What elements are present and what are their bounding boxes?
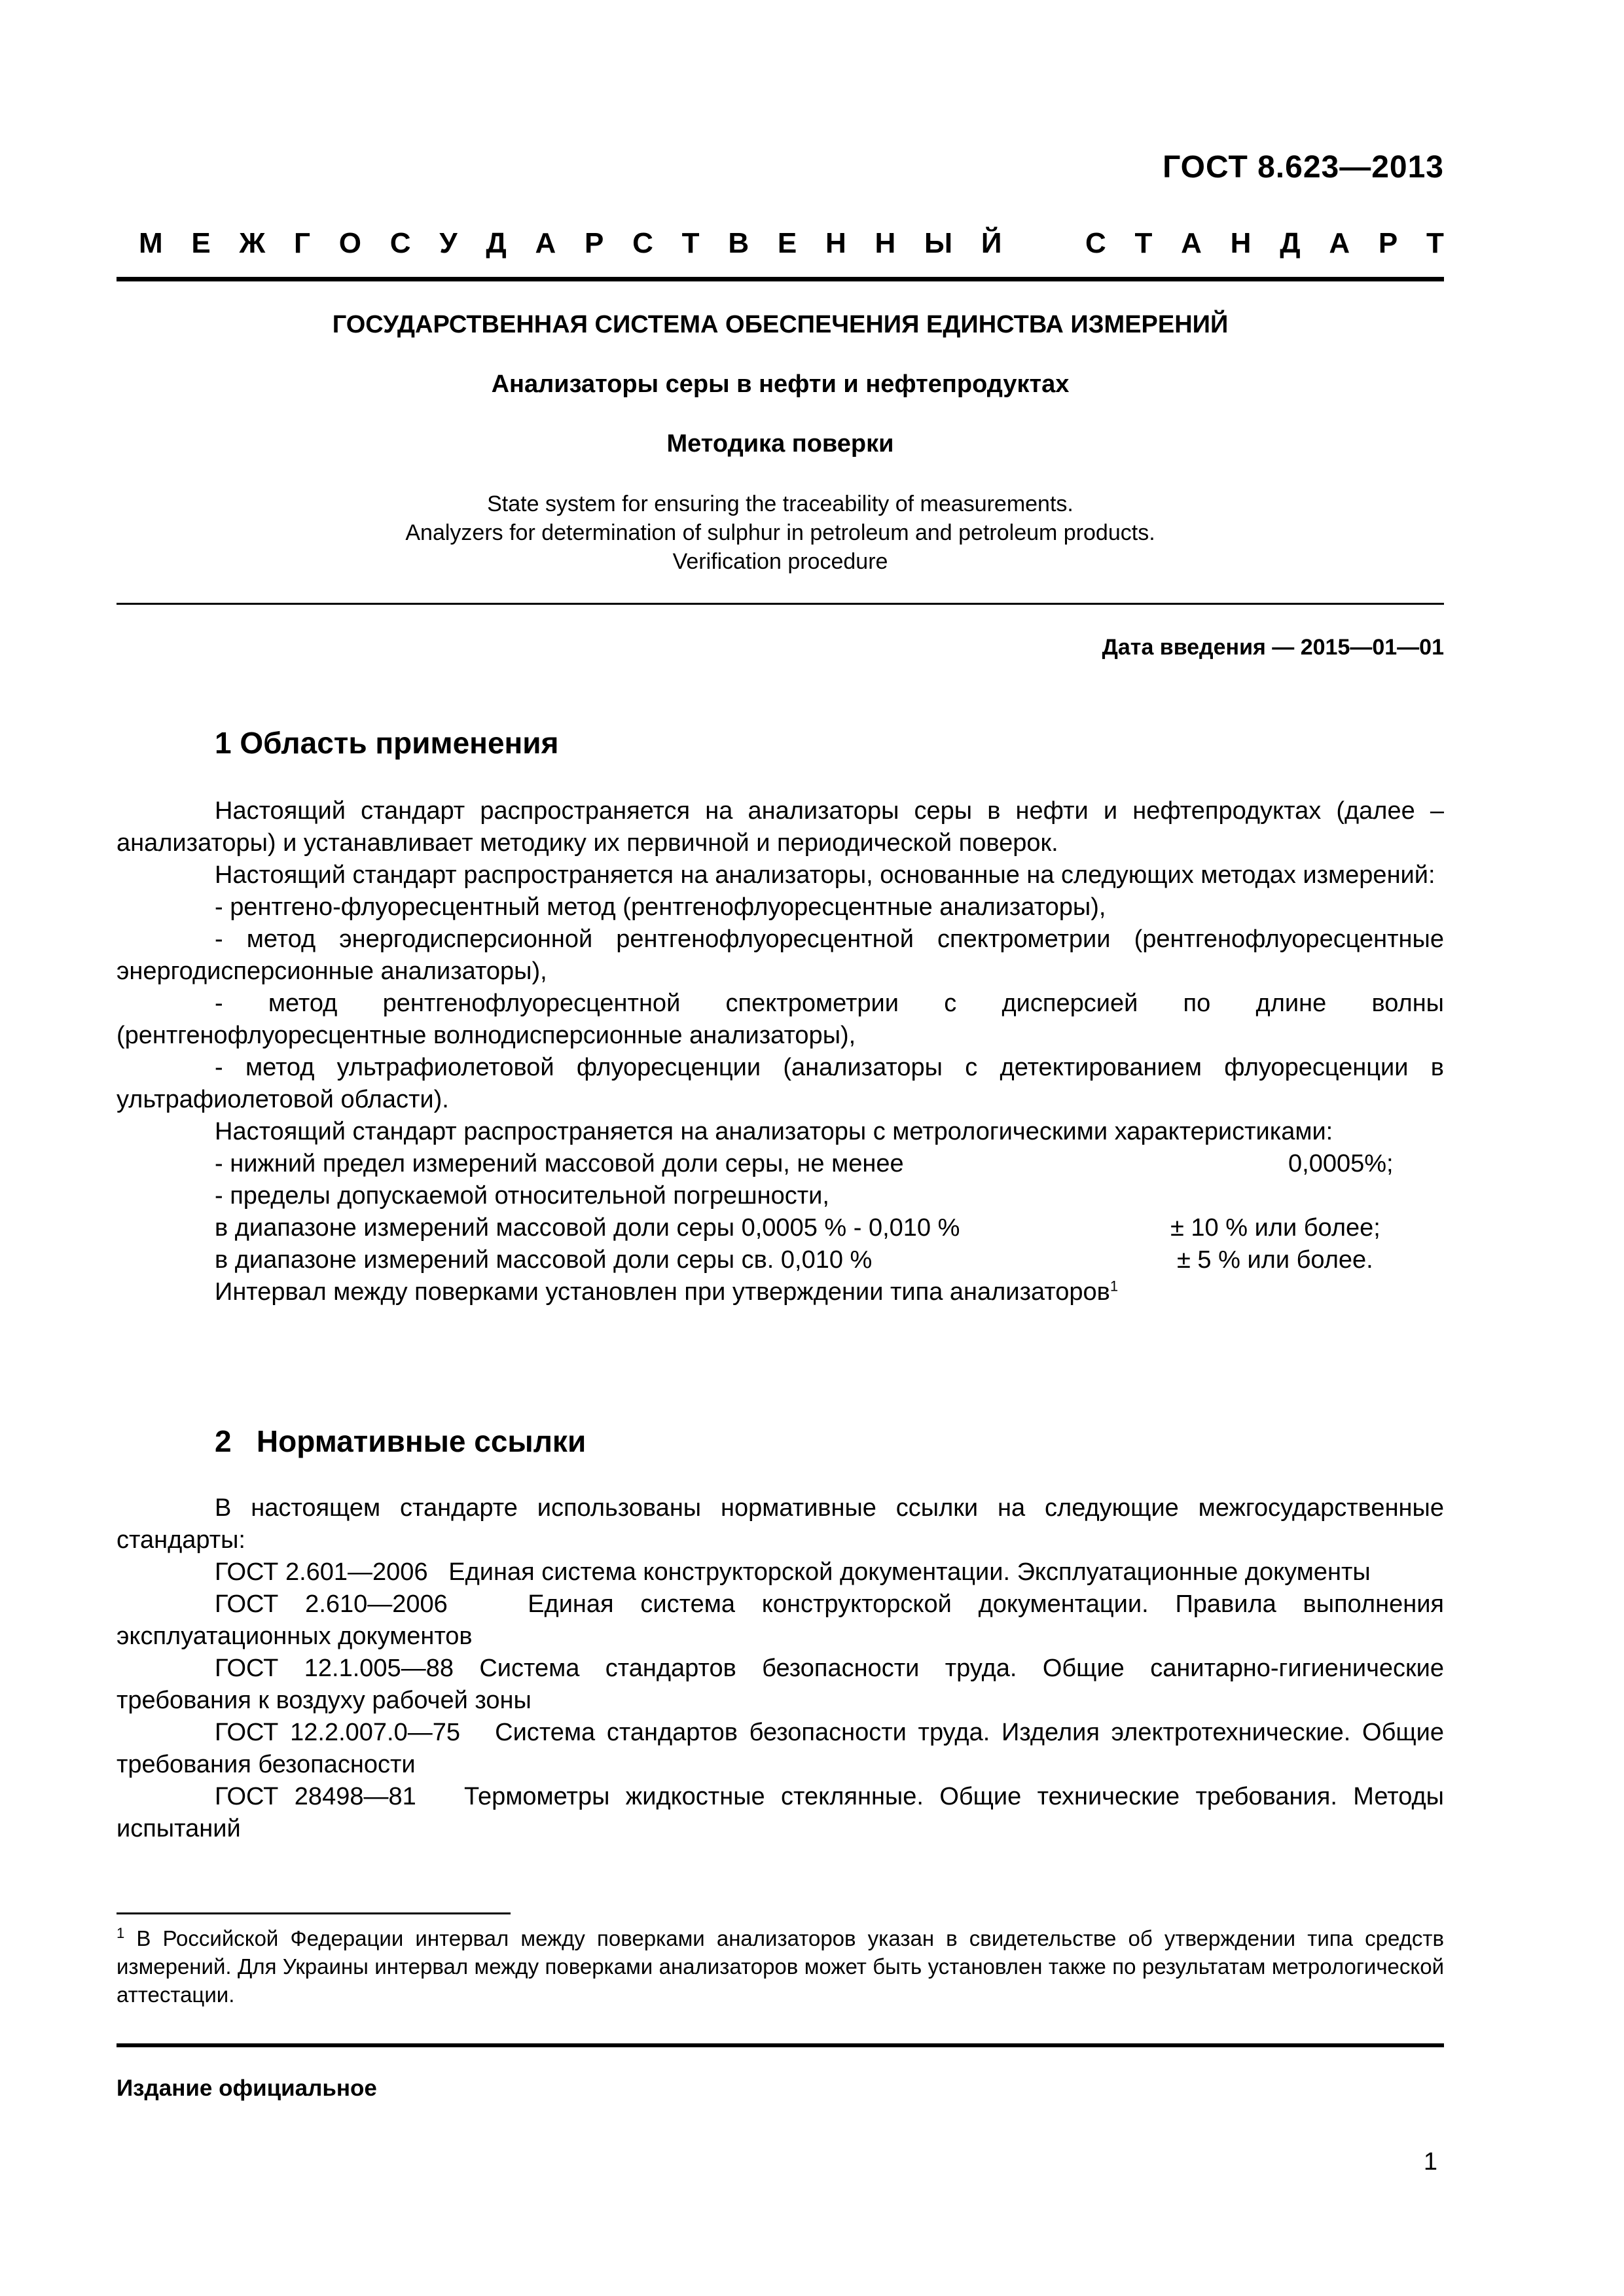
interval-row [117, 1276, 1444, 1308]
system-title: ГОСУДАРСТВЕННАЯ СИСТЕМА ОБЕСПЕЧЕНИЯ ЕДИНСТВА ИЗМЕРЕНИЙ [332, 311, 1229, 338]
top-rule [117, 277, 1444, 281]
footnote-number: 1 [117, 1925, 125, 1941]
letter: С [632, 227, 653, 259]
standard-type-heading [139, 227, 1444, 260]
section-2-title: 2 Нормативные ссылки [215, 1424, 586, 1458]
letter: А [1329, 227, 1350, 259]
paragraph: Настоящий стандарт распространяется на анализаторы, основанные на следующих методах измерений: [215, 861, 1435, 889]
letter: О [338, 227, 361, 259]
reference-item: ГОСТ 12.2.007.0—75 Система стандартов безопасности труда. Изделия электротехнические. Общие требования безопасности [117, 1719, 1451, 1778]
reference-item: ГОСТ 12.1.005—88 Система стандартов безопасности труда. Общие санитарно-гигиенические требования к воздуху рабочей зоны [117, 1655, 1451, 1714]
letter: Р [585, 227, 604, 259]
letter: Т [681, 227, 700, 259]
letter: Й [981, 227, 1002, 259]
letter: Ж [239, 227, 266, 259]
letter: А [535, 227, 556, 259]
letter: А [1181, 227, 1202, 259]
list-item: - метод ультрафиолетовой флуоресценции (анализаторы с детектированием флуоресценции в ультрафиолетовой области). [117, 1054, 1444, 1113]
letter: В [728, 227, 749, 259]
paragraph: В настоящем стандарте использованы нормативные ссылки на следующие межгосударственные стандарты: [117, 1494, 1444, 1554]
english-title [117, 490, 1444, 576]
spec-row [117, 1180, 1444, 1212]
spec-row [117, 1212, 1444, 1244]
spec-value: 0,0005%; [1288, 1150, 1394, 1177]
introduction-date: Дата введения — 2015—01—01 [1102, 635, 1444, 660]
gost-number: ГОСТ 8.623—2013 [1163, 150, 1444, 185]
reference-item: ГОСТ 2.610—2006 Единая система конструкторской документации. Правила выполнения эксплуатационных документов [117, 1590, 1451, 1650]
title-rule [117, 603, 1444, 605]
letter: Г [294, 227, 310, 259]
letter: Р [1378, 227, 1398, 259]
paragraph: Настоящий стандарт распространяется на анализаторы серы в нефти и нефтепродуктах (далее – анализаторы) и устанавливает методику их первичной и периодической поверок. [117, 797, 1444, 857]
spec-label: - пределы допускаемой относительной погрешности, [215, 1182, 829, 1210]
letter-gap [1030, 227, 1056, 260]
english-title-line: Verification procedure [672, 549, 888, 574]
spec-label: - нижний предел измерений массовой доли серы, не менее [215, 1150, 904, 1177]
list-item: - метод энергодисперсионной рентгенофлуоресцентной спектрометрии (рентгенофлуоресцентные энергодисперсионные анализаторы), [117, 925, 1444, 985]
paragraph: Настоящий стандарт распространяется на анализаторы с метрологическими характеристиками: [215, 1118, 1333, 1145]
interval-text: Интервал между поверками установлен при утверждении типа анализаторов [215, 1278, 1110, 1306]
bottom-rule [117, 2043, 1444, 2047]
letter: Н [1230, 227, 1252, 259]
letter: М [139, 227, 163, 259]
subject-title: Анализаторы серы в нефти и нефтепродуктах [491, 370, 1070, 398]
reference-item: ГОСТ 2.601—2006 Единая система конструкторской документации. Эксплуатационные документы [215, 1558, 1371, 1586]
english-title-line: Analyzers for determination of sulphur in petroleum and petroleum products. [405, 520, 1155, 545]
list-item: - рентгено-флуоресцентный метод (рентгенофлуоресцентные анализаторы), [215, 893, 1106, 921]
letter: Д [486, 227, 507, 259]
spec-label: в диапазоне измерений массовой доли серы св. 0,010 % [215, 1246, 873, 1274]
section-1-body [117, 795, 1444, 1308]
method-title: Методика поверки [666, 430, 894, 457]
spec-row [117, 1148, 1444, 1180]
footnote-rule [117, 1912, 511, 1914]
page-number: 1 [1423, 2148, 1437, 2176]
spec-value: ± 5 % или более. [1177, 1246, 1373, 1274]
english-title-line: State system for ensuring the traceability of measurements. [487, 492, 1074, 516]
footnote-text: В Российской Федерации интервал между поверками анализаторов указан в свидетельстве об утверждении типа средств измерений. Для Украины интервал между поверками анализаторов может быть установлен также по результатам метрологической аттестации. [117, 1926, 1444, 2007]
spec-row [117, 1244, 1444, 1276]
reference-item: ГОСТ 28498—81 Термометры жидкостные стеклянные. Общие технические требования. Методы испытаний [117, 1783, 1451, 1842]
footnote [117, 1924, 1444, 2009]
letter: Т [1426, 227, 1444, 259]
section-2-body [117, 1492, 1451, 1845]
letter: С [389, 227, 411, 259]
letter: С [1085, 227, 1106, 259]
letter: Е [191, 227, 211, 259]
spec-value: ± 10 % или более; [1170, 1214, 1380, 1242]
letter: Д [1280, 227, 1301, 259]
spec-label: в диапазоне измерений массовой доли серы 0,0005 % - 0,010 % [215, 1214, 960, 1242]
letter: У [439, 227, 458, 259]
section-1-title: 1 Область применения [215, 726, 559, 760]
letter: Н [825, 227, 846, 259]
letter: Т [1134, 227, 1153, 259]
footnote-mark: 1 [1110, 1278, 1119, 1295]
letter: Ы [924, 227, 953, 259]
letter: Е [777, 227, 797, 259]
list-item: - метод рентгенофлуоресцентной спектрометрии с дисперсией по длине волны (рентгенофлуоресцентные волнодисперсионные анализаторы), [117, 990, 1444, 1049]
letter: Н [875, 227, 896, 259]
edition-label: Издание официальное [117, 2075, 377, 2101]
